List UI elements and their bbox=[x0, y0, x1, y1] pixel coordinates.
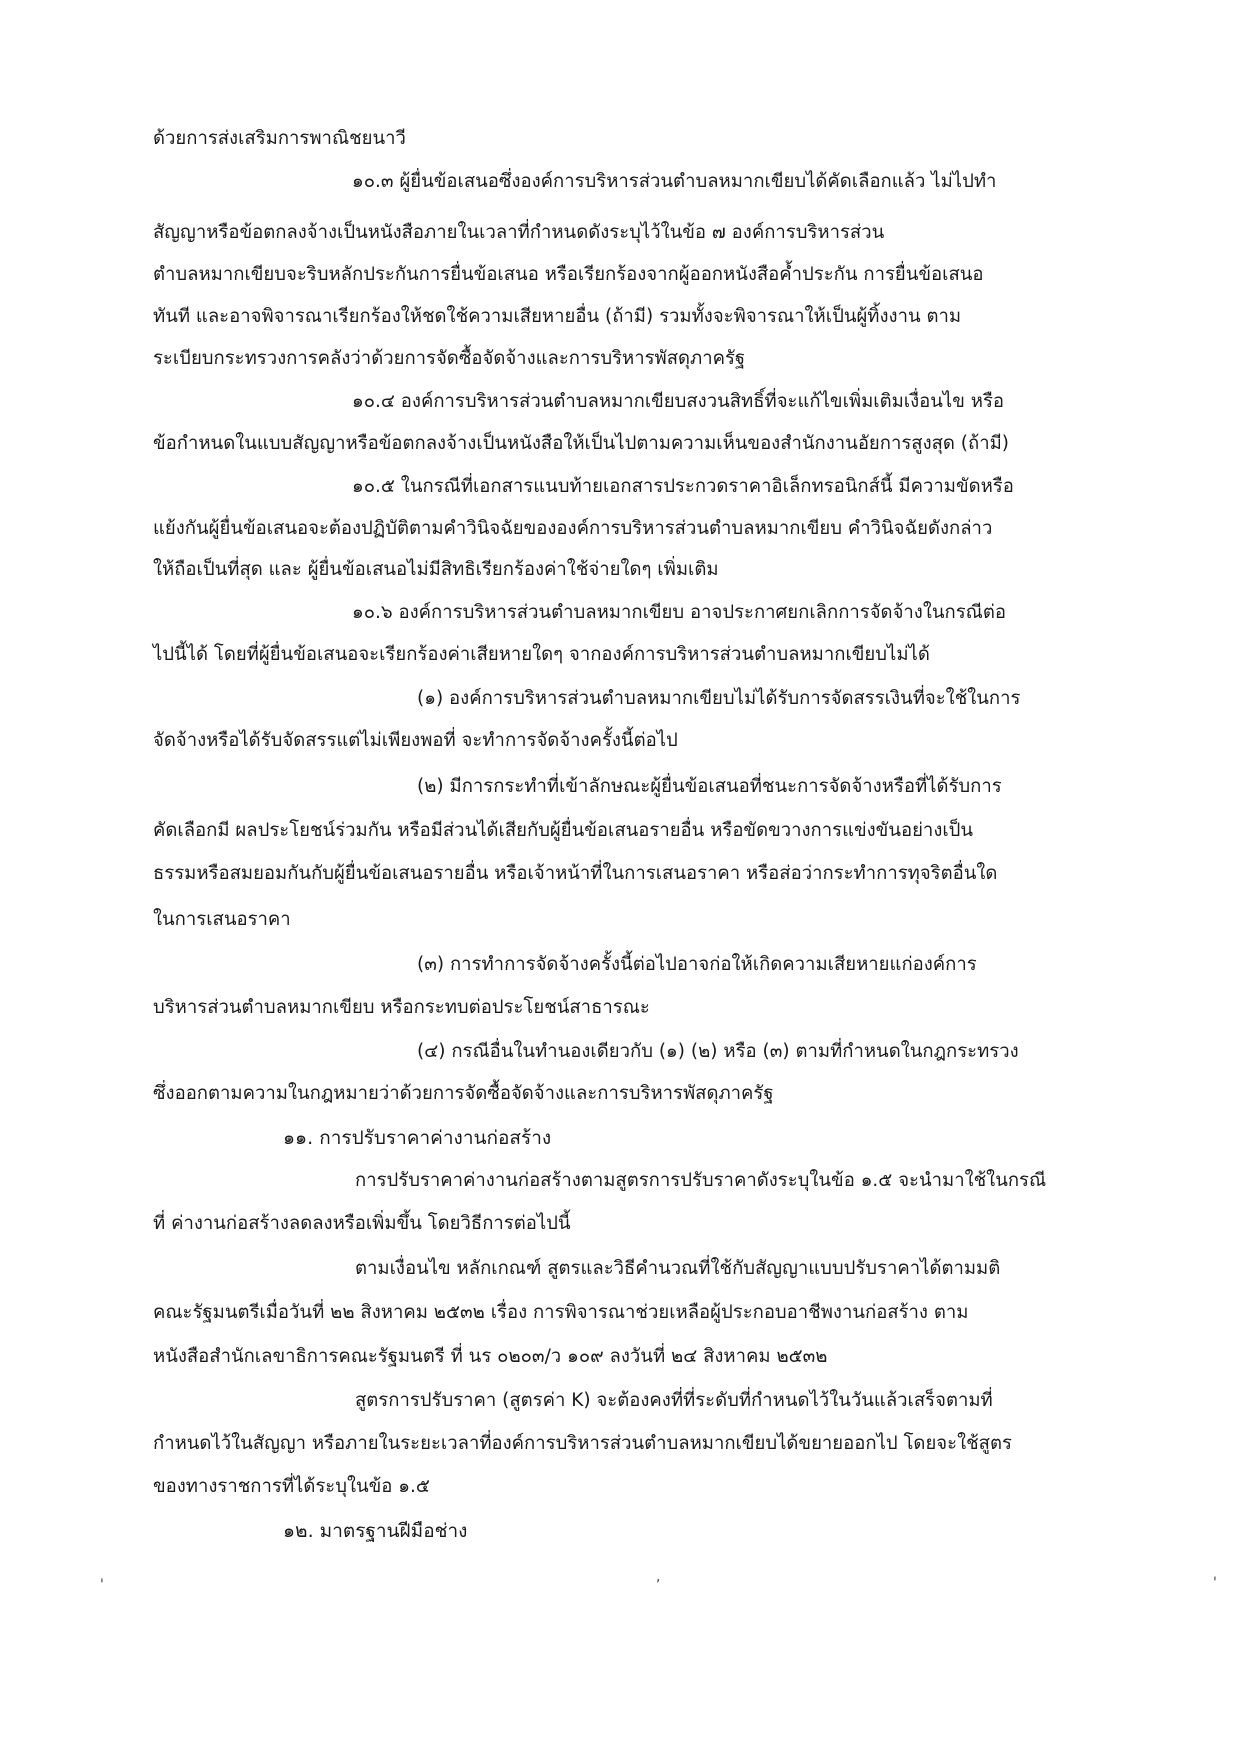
text-line: คณะรัฐมนตรีเมื่อวันที่ ๒๒ สิงหาคม ๒๕๓๒ เรื่อง การพิจารณาช่วยเหลือผู้ประกอบอาชีพงานก่อสร้าง ตาม bbox=[153, 1302, 969, 1323]
text-line: ของทางราชการที่ได้ระบุในข้อ ๑.๕ bbox=[153, 1476, 430, 1497]
text-line: ในการเสนอราคา bbox=[153, 909, 291, 930]
text-line: ซึ่งออกตามความในกฎหมายว่าด้วยการจัดซื้อจัดจ้างและการบริหารพัสดุภาครัฐ bbox=[153, 1083, 774, 1104]
text-line: ๑๐.๕ ในกรณีที่เอกสารแนบท้ายเอกสารประกวดราคาอิเล็กทรอนิกส์นี้ มีความขัดหรือ bbox=[352, 476, 1014, 497]
text-line: (๓) การทำการจัดจ้างครั้งนี้ต่อไปอาจก่อให้เกิดความเสียหายแก่องค์การ bbox=[417, 954, 977, 975]
text-line: ข้อกำหนดในแบบสัญญาหรือข้อตกลงจ้างเป็นหนังสือให้เป็นไปตามความเห็นของสำนักงานอัยการสูงสุด (ถ้ามี) bbox=[153, 433, 1010, 454]
text-line: ๑๐.๔ องค์การบริหารส่วนตำบลหมากเขียบสงวนสิทธิ์ที่จะแก้ไขเพิ่มเติมเงื่อนไข หรือ bbox=[352, 391, 1004, 412]
section-heading: ๑๒. มาตรฐานฝีมือช่าง bbox=[283, 1520, 468, 1542]
text-line: ที่ ค่างานก่อสร้างลดลงหรือเพิ่มขึ้น โดยวิธีการต่อไปนี้ bbox=[153, 1213, 571, 1234]
text-line: ด้วยการส่งเสริมการพาณิชยนาวี bbox=[153, 128, 406, 149]
text-line: (๑) องค์การบริหารส่วนตำบลหมากเขียบไม่ได้รับการจัดสรรเงินที่จะใช้ในการ bbox=[417, 688, 1021, 709]
scan-speck: , bbox=[656, 1569, 661, 1585]
text-line: ให้ถือเป็นที่สุด และ ผู้ยื่นข้อเสนอไม่มีสิทธิเรียกร้องค่าใช้จ่ายใดๆ เพิ่มเติม bbox=[153, 559, 719, 580]
text-line: ๑๐.๓ ผู้ยื่นข้อเสนอซึ่งองค์การบริหารส่วนตำบลหมากเขียบได้คัดเลือกแล้ว ไม่ไปทำ bbox=[352, 171, 997, 192]
text-line: การปรับราคาค่างานก่อสร้างตามสูตรการปรับราคาดังระบุในข้อ ๑.๕ จะนำมาใช้ในกรณี bbox=[355, 1170, 1047, 1191]
text-line: สูตรการปรับราคา (สูตรค่า K) จะต้องคงที่ที่ระดับที่กำหนดไว้ในวันแล้วเสร็จตามที่ bbox=[355, 1390, 993, 1411]
scan-speck: ' bbox=[1213, 1575, 1217, 1591]
text-line: กำหนดไว้ในสัญญา หรือภายในระยะเวลาที่องค์การบริหารส่วนตำบลหมากเขียบได้ขยายออกไป โดยจะใช้สูตร bbox=[153, 1433, 1012, 1454]
text-line: ตำบลหมากเขียบจะริบหลักประกันการยื่นข้อเสนอ หรือเรียกร้องจากผู้ออกหนังสือค้ำประกัน การยื่นข้อเสนอ bbox=[153, 264, 984, 285]
text-line: ตามเงื่อนไข หลักเกณฑ์ สูตรและวิธีคำนวณที่ใช้กับสัญญาแบบปรับราคาได้ตามมติ bbox=[355, 1258, 1001, 1279]
text-line: บริหารส่วนตำบลหมากเขียบ หรือกระทบต่อประโยชน์สาธารณะ bbox=[153, 997, 650, 1018]
text-line: (๒) มีการกระทำที่เข้าลักษณะผู้ยื่นข้อเสนอที่ชนะการจัดจ้างหรือที่ได้รับการ bbox=[417, 776, 1002, 797]
text-line: ๑๐.๖ องค์การบริหารส่วนตำบลหมากเขียบ อาจประกาศยกเลิกการจัดจ้างในกรณีต่อ bbox=[352, 602, 1006, 623]
text-line: จัดจ้างหรือได้รับจัดสรรแต่ไม่เพียงพอที่ จะทำการจัดจ้างครั้งนี้ต่อไป bbox=[153, 730, 678, 751]
section-heading: ๑๑. การปรับราคาค่างานก่อสร้าง bbox=[283, 1127, 552, 1149]
text-line: ธรรมหรือสมยอมกันกับผู้ยื่นข้อเสนอรายอื่น หรือเจ้าหน้าที่ในการเสนอราคา หรือส่อว่ากระทำการทุจริตอื่นใด bbox=[153, 863, 998, 884]
text-line: ระเบียบกระทรวงการคลังว่าด้วยการจัดซื้อจัดจ้างและการบริหารพัสดุภาครัฐ bbox=[153, 348, 746, 369]
text-line: ทันที และอาจพิจารณาเรียกร้องให้ชดใช้ความเสียหายอื่น (ถ้ามี) รวมทั้งจะพิจารณาให้เป็นผู้ทิ้งงาน ตาม bbox=[153, 306, 962, 327]
text-line: หนังสือสำนักเลขาธิการคณะรัฐมนตรี ที่ นร ๐๒๐๓/ว ๑๐๙ ลงวันที่ ๒๔ สิงหาคม ๒๕๓๒ bbox=[153, 1346, 828, 1367]
text-line: แย้งกันผู้ยื่นข้อเสนอจะต้องปฏิบัติตามคำวินิจฉัยขององค์การบริหารส่วนตำบลหมากเขียบ คำวินิจฉัยดังกล่าว bbox=[153, 518, 993, 539]
text-line: ไปนี้ได้ โดยที่ผู้ยื่นข้อเสนอจะเรียกร้องค่าเสียหายใดๆ จากองค์การบริหารส่วนตำบลหมากเขียบไม่ได้ bbox=[153, 644, 930, 665]
text-line: คัดเลือกมี ผลประโยชน์ร่วมกัน หรือมีส่วนได้เสียกับผู้ยื่นข้อเสนอรายอื่น หรือขัดขวางการแข่งขันอย่างเป็น bbox=[153, 820, 974, 841]
text-line: สัญญาหรือข้อตกลงจ้างเป็นหนังสือภายในเวลาที่กำหนดดังระบุไว้ในข้อ ๗ องค์การบริหารส่วน bbox=[153, 222, 885, 243]
scan-speck: ' bbox=[100, 1577, 104, 1593]
text-line: (๔) กรณีอื่นในทำนองเดียวกับ (๑) (๒) หรือ (๓) ตามที่กำหนดในกฎกระทรวง bbox=[417, 1041, 1019, 1062]
